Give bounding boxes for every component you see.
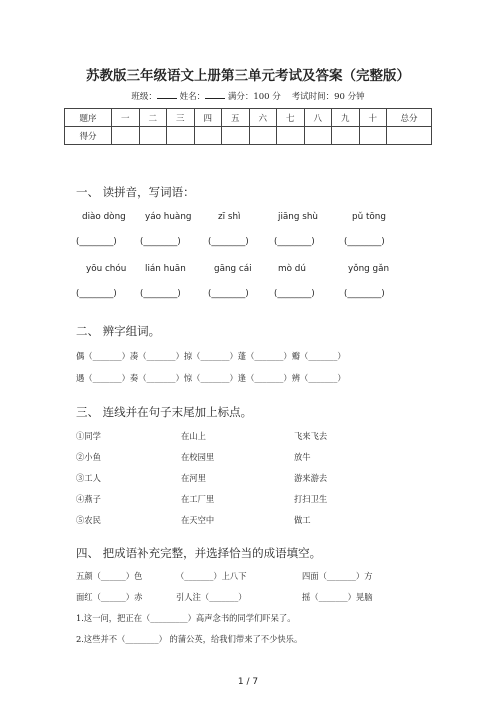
answer-blank[interactable]: (________) [140, 237, 181, 247]
match-place[interactable]: 在山上 [181, 431, 206, 441]
idiom-blank[interactable]: 面红（______）赤 [76, 592, 143, 602]
match-place[interactable]: 在校园里 [181, 452, 215, 462]
score-cell[interactable] [387, 127, 432, 145]
match-place[interactable]: 在河里 [181, 473, 206, 483]
header-cell: 三 [167, 109, 195, 127]
score-cell[interactable] [167, 127, 195, 145]
page-title: 苏教版三年级语文上册第三单元考试及答案（完整版） [86, 68, 410, 84]
header-cell: 四 [194, 109, 222, 127]
score-cell[interactable] [194, 127, 222, 145]
header-cell: 九 [332, 109, 360, 127]
answer-blank[interactable]: (________) [274, 289, 315, 299]
idiom-blank[interactable]: 四面（_______）方 [302, 571, 373, 581]
idiom-blank[interactable]: 五颜（______）色 [76, 571, 143, 581]
match-subject[interactable]: ⑤农民 [76, 515, 101, 525]
pinyin: yáo huàng [145, 212, 192, 222]
name-label: 姓名： [179, 92, 206, 102]
answer-blank[interactable]: (________) [208, 237, 249, 247]
match-action[interactable]: 飞来飞去 [294, 431, 328, 441]
score-table-header-row [65, 109, 432, 127]
score-cell[interactable] [277, 127, 305, 145]
section3-title: 三、 连线并在句子末尾加上标点。 [76, 405, 253, 419]
word-group-row[interactable]: 偶（_______）凑（_______）掠（_______）蓬（_______）瓣（_______） [76, 351, 346, 361]
header-cell: 八 [304, 109, 332, 127]
idiom-blank[interactable]: 摇（_______）晃脑 [302, 592, 373, 602]
score-table-score-row [65, 127, 432, 145]
header-cell: 六 [249, 109, 277, 127]
pinyin: pǔ tōng [352, 212, 386, 222]
score-cell[interactable] [304, 127, 332, 145]
class-blank [157, 90, 177, 99]
idiom-blank[interactable]: 引人注（_______） [176, 592, 247, 602]
section2-title: 二、 辨字组词。 [76, 324, 161, 338]
idiom-blank[interactable]: （_______）上八下 [176, 571, 247, 581]
answer-blank[interactable]: (________) [344, 289, 385, 299]
header-cell: 一 [112, 109, 140, 127]
time-label: 考试时间：90 分钟 [291, 92, 365, 102]
match-action[interactable]: 游来游去 [294, 473, 328, 483]
exam-info [0, 90, 496, 102]
match-place[interactable]: 在天空中 [181, 515, 215, 525]
page-number: 1 / 7 [237, 677, 259, 687]
match-subject[interactable]: ④燕子 [76, 494, 101, 504]
answer-blank[interactable]: (________) [208, 289, 249, 299]
answer-blank[interactable]: (________) [344, 237, 385, 247]
pinyin: jiāng shù [278, 212, 318, 222]
answer-blank[interactable]: (________) [76, 289, 117, 299]
word-group-row[interactable]: 遇（_______）奏（_______）惊（_______）逢（_______）辨（_______） [76, 373, 346, 383]
pinyin: yǒng gǎn [348, 264, 390, 274]
score-cell[interactable] [222, 127, 250, 145]
score-cell[interactable] [112, 127, 140, 145]
section4-title: 四、 把成语补充完整，并选择恰当的成语填空。 [76, 546, 322, 560]
score-cell[interactable] [249, 127, 277, 145]
score-row-label: 得分 [65, 127, 112, 145]
score-cell[interactable] [139, 127, 167, 145]
pinyin: diào dòng [82, 212, 126, 222]
score-cell[interactable] [359, 127, 387, 145]
score-cell[interactable] [332, 127, 360, 145]
answer-blank[interactable]: (________) [274, 237, 315, 247]
match-action[interactable]: 打扫卫生 [294, 494, 328, 504]
header-cell: 总分 [387, 109, 432, 127]
section1-title: 一、 读拼音，写词语： [76, 185, 195, 199]
pinyin: zī shì [218, 212, 241, 222]
match-subject[interactable]: ③工人 [76, 473, 101, 483]
header-cell: 十 [359, 109, 387, 127]
header-cell: 五 [222, 109, 250, 127]
name-blank [205, 90, 225, 99]
score-table [64, 108, 432, 145]
fill-sentence-1[interactable]: 1.这一问，把正在（_________）高声念书的同学们吓呆了。 [76, 613, 296, 623]
answer-blank[interactable]: (________) [76, 237, 117, 247]
answer-blank[interactable]: (________) [140, 289, 181, 299]
pinyin: mò dú [278, 264, 306, 274]
match-place[interactable]: 在工厂里 [181, 494, 215, 504]
pinyin: yōu chóu [86, 264, 127, 274]
header-cell: 二 [139, 109, 167, 127]
header-cell: 七 [277, 109, 305, 127]
class-label: 班级： [131, 92, 157, 102]
fill-sentence-2[interactable]: 2.这些并不（________） 的蒲公英，给我们带来了不少快乐。 [76, 634, 303, 644]
header-cell: 题序 [65, 109, 112, 127]
pinyin: lián huān [145, 264, 186, 274]
match-action[interactable]: 做工 [294, 515, 311, 525]
match-subject[interactable]: ②小鱼 [76, 452, 101, 462]
score-label: 满分：100 分 [227, 92, 281, 102]
pinyin: gāng cái [214, 264, 252, 274]
match-action[interactable]: 放牛 [294, 452, 311, 462]
match-subject[interactable]: ①同学 [76, 431, 101, 441]
